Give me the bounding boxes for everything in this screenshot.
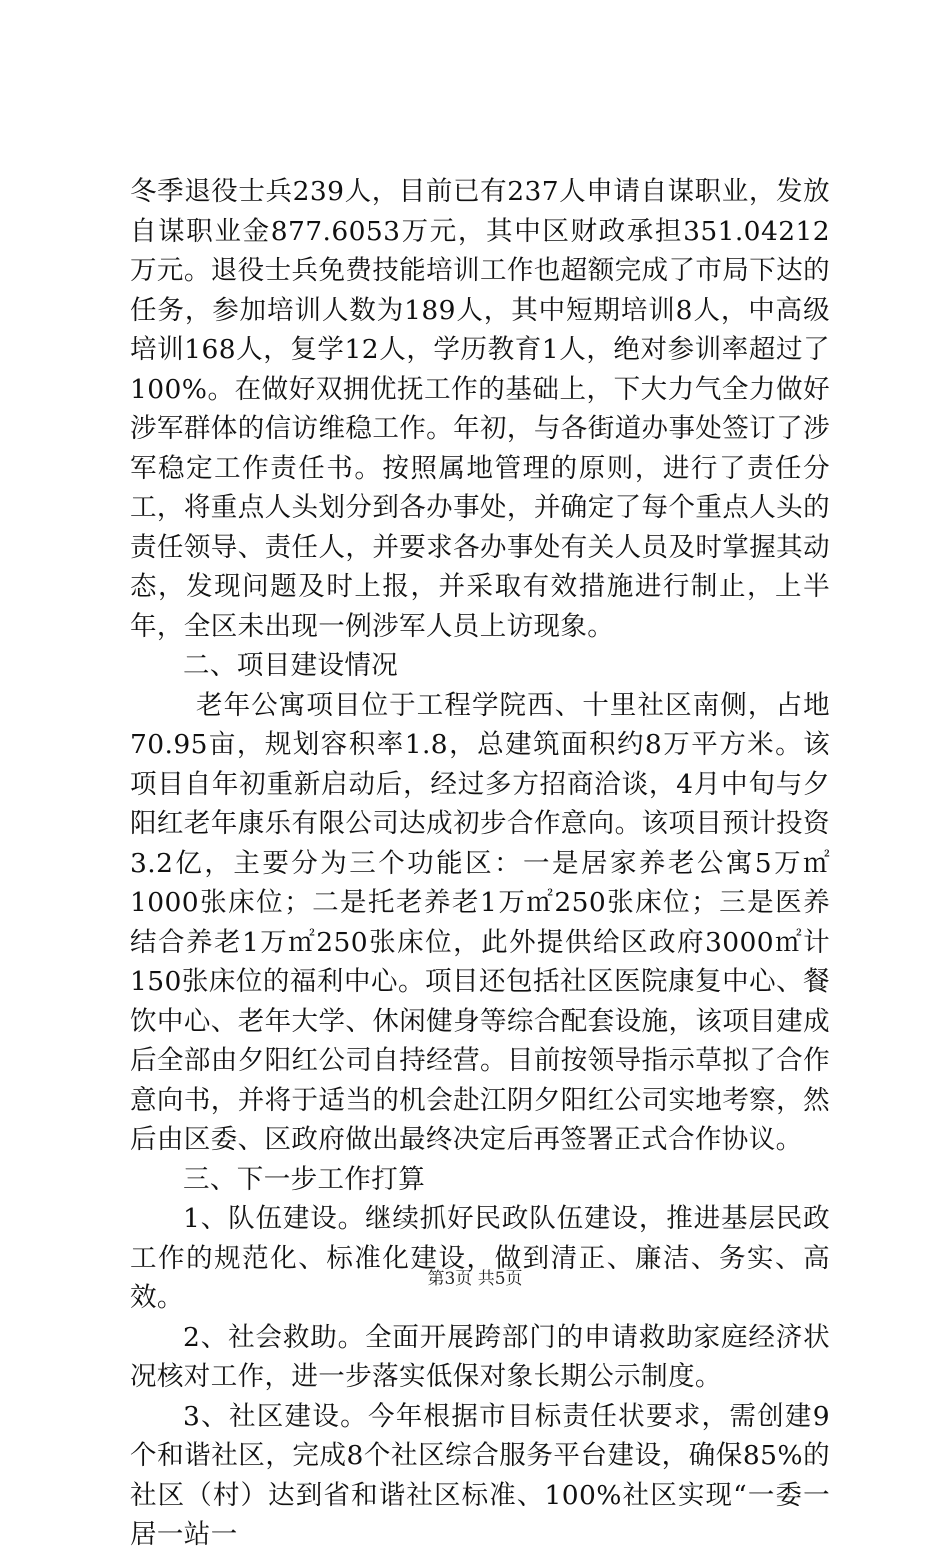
paragraph-team-building: 1、队伍建设。继续抓好民政队伍建设，推进基层民政工作的规范化、标准化建设，做到清正、廉洁、务实、高效。 [130,1203,830,1313]
paragraph-social-assistance: 2、社会救助。全面开展跨部门的申请救助家庭经济状况核对工作，进一步落实低保对象长期公示制度。 [130,1321,830,1392]
paragraph-senior-apartment-project: 老年公寓项目位于工程学院西、十里社区南侧，占地70.95亩，规划容积率1.8，总建筑面积约8万平方米。该项目自年初重新启动后，经过多方招商洽谈，4月中旬与夕阳红老年康乐有限公司达成初步合作意向。该项目预计投资3.2亿，主要分为三个功能区：一是居家养老公寓5万㎡1000张床位；二是托老养老1万㎡250张床位；三是医养结合养老1万㎡250张床位，此外提供给区政府3000㎡计150张床位的福利中心。项目还包括社区医院康复中心、餐饮中心、老年大学、休闲健身等综合配套设施，该项目建成后全部由夕阳红公司自持经营。目前按领导指示草拟了合作意向书，并将于适当的机会赴江阴夕阳红公司实地考察，然后由区委、区政府做出最终决定后再签署正式合作协议。 [130,689,830,1155]
paragraph-community-building: 3、社区建设。今年根据市目标责任状要求，需创建9个和谐社区，完成8个社区综合服务平台建设，确保85%的社区（村）达到省和谐社区标准、100%社区实现“一委一居一站一 [130,1400,830,1550]
section-heading-next-steps: 三、下一步工作打算 [183,1163,426,1195]
section-heading-project-construction: 二、项目建设情况 [183,650,399,681]
paragraph-veterans-continued: 冬季退役士兵239人，目前已有237人申请自谋职业，发放自谋职业金877.6053万元，其中区财政承担351.04212万元。退役士兵免费技能培训工作也超额完成了市局下达的任务，参加培训人数为189人，其中短期培训8人，中高级培训168人，复学12人，学历教育1人，绝对参训率超过了100%。在做好双拥优抚工作的基础上，下大力气全力做好涉军群体的信访维稳工作。年初，与各街道办事处签订了涉军稳定工作责任书。按照属地管理的原则，进行了责任分工，将重点人头划分到各办事处，并确定了每个重点人头的责任领导、责任人，并要求各办事处有关人员及时掌握其动态，发现问题及时上报，并采取有效措施进行制止，上半年，全区未出现一例涉军人员上访现象。 [130,176,830,642]
page-footer: 第3页 共5页 [427,1269,523,1289]
document-body [130,172,830,1555]
